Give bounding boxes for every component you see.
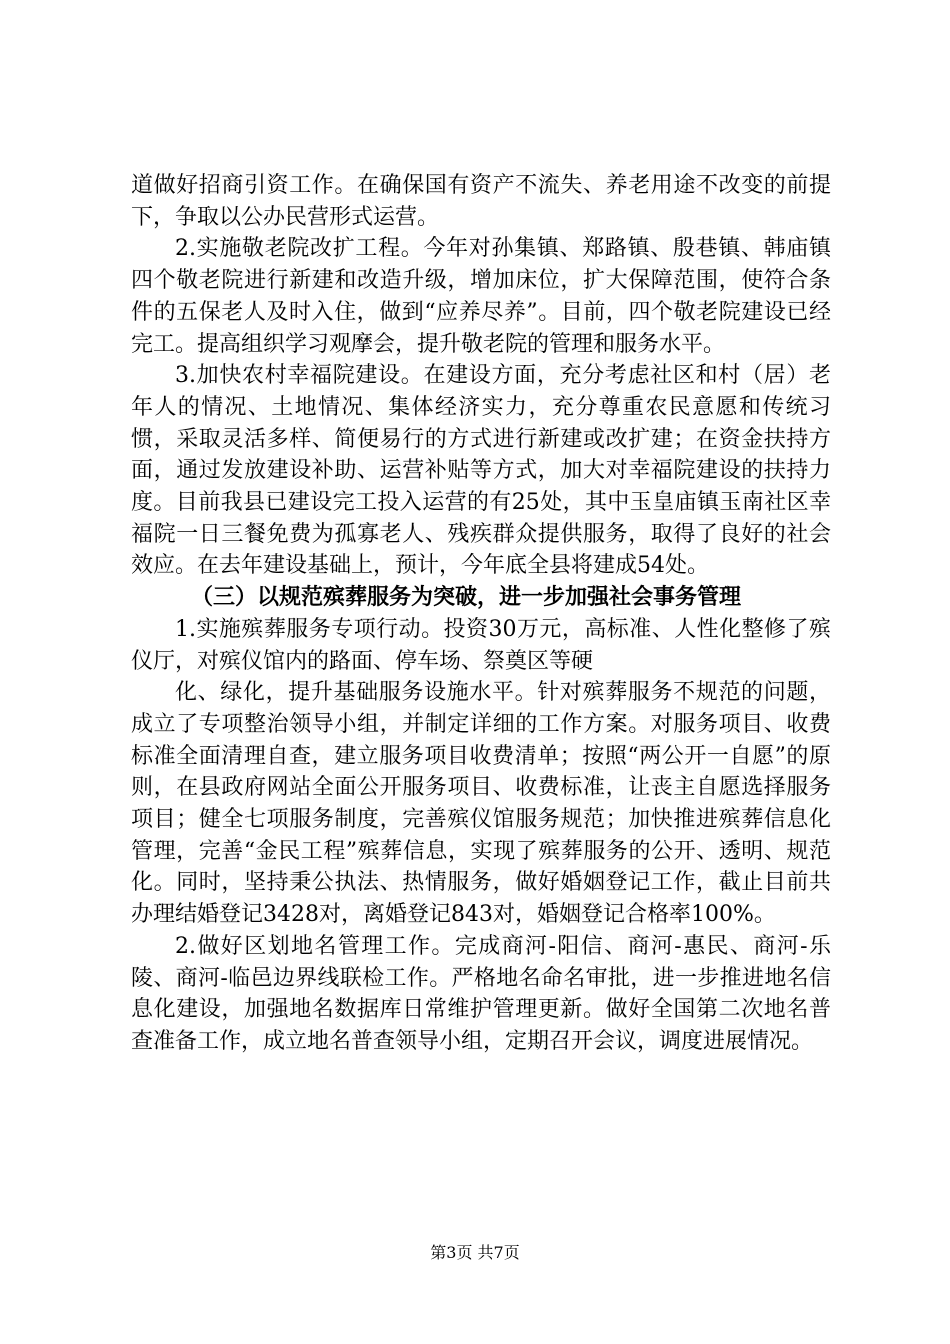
section-heading-funeral-services: （三）以规范殡葬服务为突破，进一步加强社会事务管理 bbox=[191, 584, 742, 611]
paragraph-rural-happiness-homes: 3.加快农村幸福院建设。在建设方面，充分考虑社区和村（居）老年人的情况、土地情况、集体经济实力，充分尊重农民意愿和传统习惯，采取灵活多样、简便易行的方式进行新建或改扩建；在资金扶持方面，通过发放建设补助、运营补贴等方式，加大对幸福院建设的扶持力度。目前我县已建设完工投入运营的有25处，其中玉皇庙镇玉南社区幸福院一日三餐免费为孤寡老人、残疾群众提供服务，取得了良好的社会效应。在去年建设基础上，预计，今年底全县将建成54处。 bbox=[131, 363, 831, 579]
paragraph-continuation: 道做好招商引资工作。在确保国有资产不流失、养老用途不改变的前提下，争取以公办民营形式运营。 bbox=[131, 173, 831, 230]
paragraph-place-name-management: 2.做好区划地名管理工作。完成商河-阳信、商河-惠民、商河-乐陵、商河-临邑边界线联检工作。严格地名命名审批，进一步推进地名信息化建设，加强地名数据库日常维护管理更新。做好全国第二次地名普查准备工作，成立地名普查领导小组，定期召开会议，调度进展情况。 bbox=[131, 933, 831, 1054]
paragraph-nursing-home-expansion: 2.实施敬老院改扩工程。今年对孙集镇、郑路镇、殷巷镇、韩庙镇四个敬老院进行新建和改造升级，增加床位，扩大保障范围，使符合条件的五保老人及时入住，做到“应养尽养”。目前，四个敬老院建设已经完工。提高组织学习观摩会，提升敬老院的管理和服务水平。 bbox=[131, 236, 831, 357]
document-body bbox=[131, 170, 831, 1058]
paragraph-funeral-special-action: 1.实施殡葬服务专项行动。投资30万元，高标准、人性化整修了殡仪厅，对殡仪馆内的路面、停车场、祭奠区等硬 bbox=[131, 616, 831, 674]
page-number-footer: 第3页 共7页 bbox=[430, 1243, 520, 1262]
paragraph-funeral-continuation: 化、绿化，提升基础服务设施水平。针对殡葬服务不规范的问题，成立了专项整治领导小组，并制定详细的工作方案。对服务项目、收费标准全面清理自查，建立服务项目收费清单；按照“两公开一自愿”的原则，在县政府网站全面公开服务项目、收费标准，让丧主自愿选择服务项目；健全七项服务制度，完善殡仪馆服务规范；加快推进殡葬信息化管理，完善“金民工程”殡葬信息，实现了殡葬服务的公开、透明、规范化。同时，坚持秉公执法、热情服务，做好婚姻登记工作，截止目前共办理结婚登记3428对，离婚登记843对，婚姻登记合格率100%。 bbox=[131, 680, 831, 928]
